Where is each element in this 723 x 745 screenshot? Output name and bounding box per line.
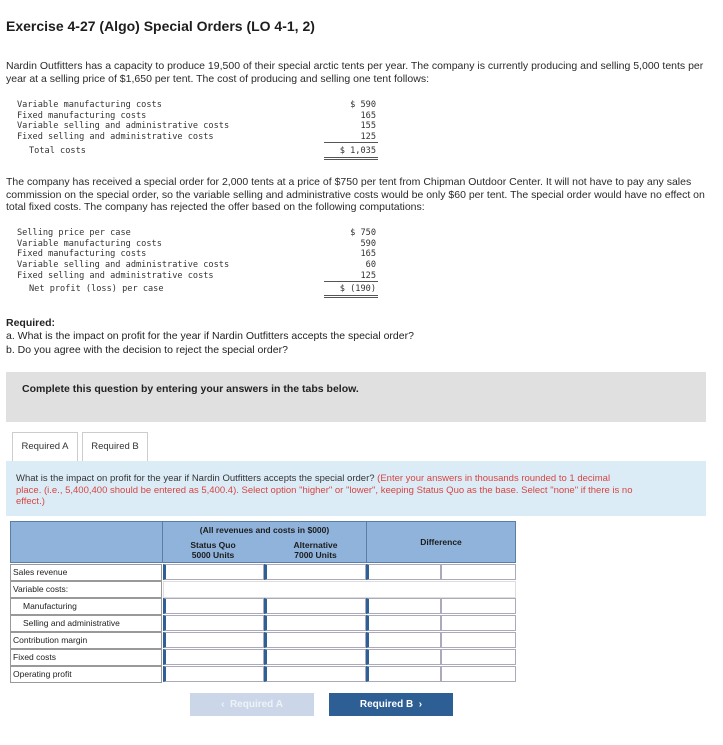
header-blank xyxy=(10,521,163,563)
instruction-question: What is the impact on profit for the year if Nardin Outfitters accepts the special order? xyxy=(16,473,378,484)
cost-value: $ 590 xyxy=(350,100,376,110)
next-required-b-button[interactable]: Required B › xyxy=(329,693,453,716)
row-label-operating-profit: Operating profit xyxy=(10,666,162,683)
computation-total-value: $ (190) xyxy=(339,284,376,295)
tab-required-a[interactable]: Required A xyxy=(12,432,78,462)
row-label-contribution-margin: Contribution margin xyxy=(10,632,162,649)
header-alternative-units: 7000 Units xyxy=(294,550,337,560)
status-quo-sales-input[interactable] xyxy=(163,564,264,580)
instruction-text xyxy=(16,473,636,508)
special-order-paragraph: The company has received a special order for 2,000 tents at a price of $750 per tent from Chipman Outdoor Center. It will not have to pay any sales commission on the special order, so the variable selling and administrative costs would be only $60 per tent. The special order would have no effect on total fixed costs. The company has rejected the offer based on the following computations: xyxy=(6,176,705,213)
difference-sales-input[interactable] xyxy=(366,564,441,580)
cost-label: Variable selling and administrative costs xyxy=(17,121,230,132)
difference-profit-select[interactable] xyxy=(441,666,516,682)
row-label-manufacturing: Manufacturing xyxy=(10,598,162,615)
instruction-box xyxy=(6,461,706,516)
unit-cost-table xyxy=(17,100,382,156)
alternative-selling-input[interactable] xyxy=(264,615,366,631)
computation-total-row xyxy=(17,284,382,295)
header-alternative: Alternative xyxy=(293,540,338,550)
difference-selling-input[interactable] xyxy=(366,615,441,631)
underline xyxy=(324,281,378,282)
intro-paragraph: Nardin Outfitters has a capacity to produce 19,500 of their special arctic tents per year. The company is currently producing and selling 5,000 tents per year at a selling price of $1,650 per tent. The cost of producing and selling one tent follows: xyxy=(6,60,704,85)
status-quo-selling-input[interactable] xyxy=(163,615,264,631)
cost-row xyxy=(17,100,382,111)
row-label-selling-admin: Selling and administrative xyxy=(10,615,162,632)
row-label-variable-costs: Variable costs: xyxy=(10,581,162,598)
answer-table xyxy=(10,521,516,685)
double-underline xyxy=(324,157,378,158)
next-button-label: Required B xyxy=(359,699,414,710)
status-quo-cm-input[interactable] xyxy=(163,632,264,648)
exercise-title: Exercise 4-27 (Algo) Special Orders (LO 4-1, 2) xyxy=(6,18,315,34)
variable-costs-blank xyxy=(163,581,516,598)
computation-value: 165 xyxy=(360,249,376,260)
status-quo-fixed-input[interactable] xyxy=(163,649,264,665)
row-label-fixed-costs: Fixed costs xyxy=(10,649,162,666)
computation-row xyxy=(17,239,382,250)
cost-total-value: $ 1,035 xyxy=(339,145,376,156)
alternative-manufacturing-input[interactable] xyxy=(264,598,366,614)
header-status-quo: Status Quo xyxy=(190,540,236,550)
cost-value: 155 xyxy=(360,121,376,132)
cost-row xyxy=(17,132,382,143)
computation-label: Fixed selling and administrative costs xyxy=(17,270,214,281)
question-a: a. What is the impact on profit for the year if Nardin Outfitters accepts the special order? xyxy=(6,330,414,342)
computation-table xyxy=(17,228,382,295)
difference-fixed-select[interactable] xyxy=(441,649,516,665)
difference-manufacturing-input[interactable] xyxy=(366,598,441,614)
header-group-label: (All revenues and costs in $000) xyxy=(199,525,330,535)
cost-label: Variable manufacturing costs xyxy=(17,100,162,110)
computation-value: $ 750 xyxy=(350,228,376,238)
cost-total-label: Total costs xyxy=(29,145,86,156)
header-status-quo-units: 5000 Units xyxy=(191,550,235,560)
difference-cm-input[interactable] xyxy=(366,632,441,648)
cost-label: Fixed selling and administrative costs xyxy=(17,132,214,143)
alternative-fixed-input[interactable] xyxy=(264,649,366,665)
computation-label: Variable manufacturing costs xyxy=(17,238,162,249)
difference-sales-select[interactable] xyxy=(441,564,516,580)
double-underline xyxy=(324,295,378,296)
instruction-note: (Enter your answers in thousands rounded to 1 decimal place. (i.e., 5,400,400 should be entered as 5,400.4). Select option "higher" or "lower", keeping Status Quo as the base. Select "none" if there is no effect.) xyxy=(16,473,633,507)
complete-prompt: Complete this question by entering your answers in the tabs below. xyxy=(22,383,359,395)
computation-row xyxy=(17,260,382,271)
cost-row xyxy=(17,121,382,132)
computation-total-label: Net profit (loss) per case xyxy=(29,284,164,295)
question-b: b. Do you agree with the decision to reject the special order? xyxy=(6,344,288,356)
cost-label: Fixed manufacturing costs xyxy=(17,110,147,121)
underline xyxy=(324,142,378,143)
row-label-sales-revenue: Sales revenue xyxy=(10,564,162,581)
difference-manufacturing-select[interactable] xyxy=(441,598,516,614)
alternative-sales-input[interactable] xyxy=(264,564,366,580)
computation-row xyxy=(17,228,382,239)
cost-value: 165 xyxy=(360,110,376,121)
computation-value: 125 xyxy=(360,270,376,281)
complete-banner xyxy=(6,372,706,422)
required-heading: Required: xyxy=(6,317,56,329)
computation-label: Selling price per case xyxy=(17,228,131,238)
double-underline xyxy=(324,297,378,298)
cost-total-row xyxy=(17,146,382,157)
double-underline xyxy=(324,159,378,160)
status-quo-manufacturing-input[interactable] xyxy=(163,598,264,614)
status-quo-profit-input[interactable] xyxy=(163,666,264,682)
prev-button-label: Required A xyxy=(229,699,283,710)
alternative-profit-input[interactable] xyxy=(264,666,366,682)
computation-label: Variable selling and administrative costs xyxy=(17,260,230,271)
difference-selling-select[interactable] xyxy=(441,615,516,631)
computation-row xyxy=(17,249,382,260)
difference-cm-select[interactable] xyxy=(441,632,516,648)
header-difference: Difference xyxy=(420,537,462,547)
alternative-cm-input[interactable] xyxy=(264,632,366,648)
computation-value: 60 xyxy=(365,260,376,271)
tab-required-b[interactable]: Required B xyxy=(82,432,148,462)
computation-row xyxy=(17,271,382,282)
computation-label: Fixed manufacturing costs xyxy=(17,249,147,260)
cost-value: 125 xyxy=(360,132,376,143)
cost-row xyxy=(17,111,382,122)
computation-value: 590 xyxy=(360,238,376,249)
prev-required-a-button[interactable]: ‹ Required A xyxy=(190,693,314,716)
difference-profit-input[interactable] xyxy=(366,666,441,682)
difference-fixed-input[interactable] xyxy=(366,649,441,665)
